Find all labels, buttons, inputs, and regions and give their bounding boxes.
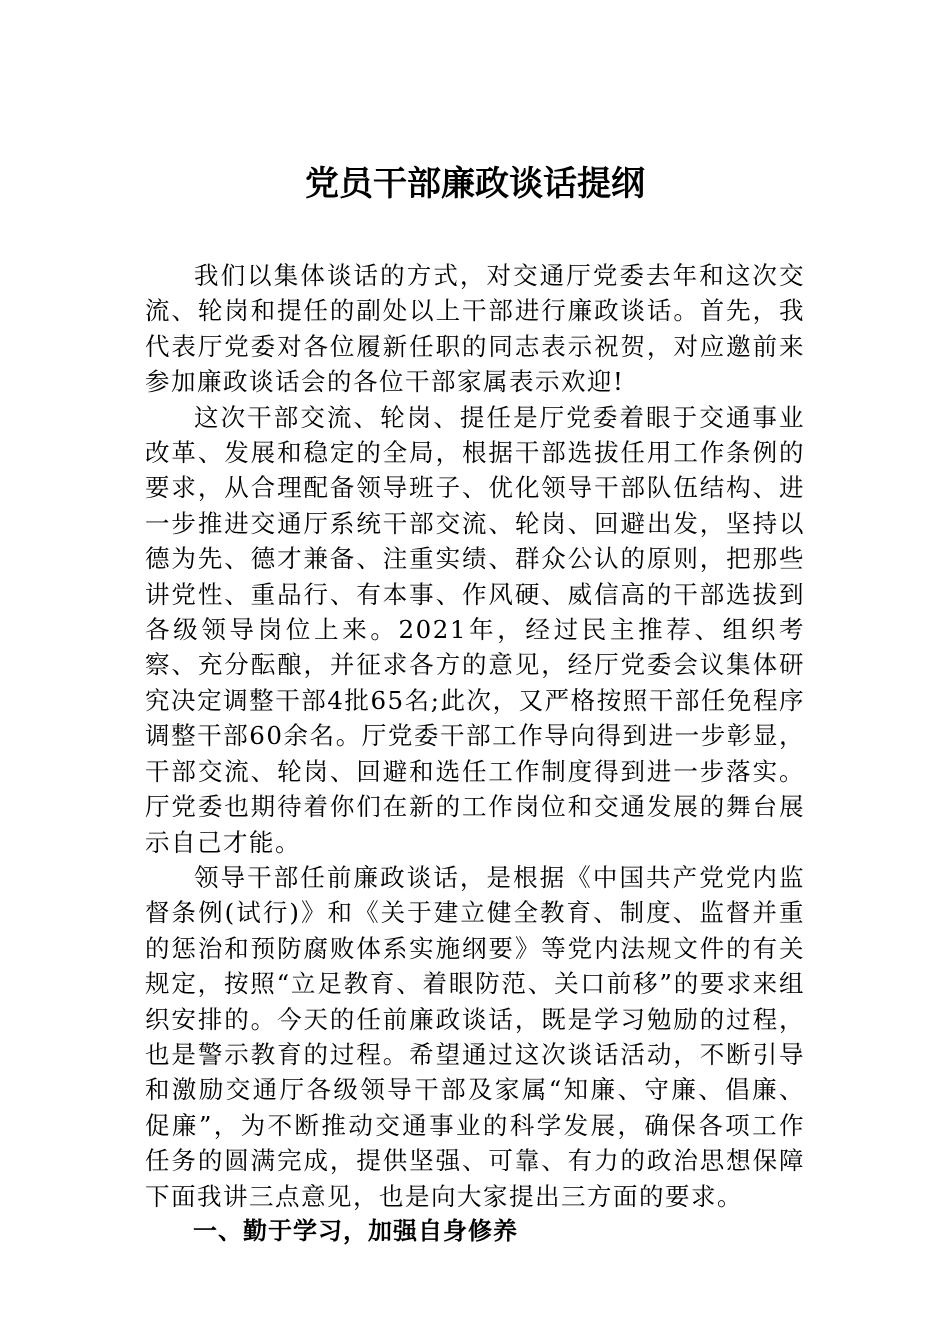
paragraph-cadre-exchange: 这次干部交流、轮岗、提任是厅党委着眼于交通事业改革、发展和稳定的全局，根据干部选拔任用工作条例的要求，从合理配备领导班子、优化领导干部队伍结构、进一步推进交通厅系统干部交流、轮岗、回避出发，坚持以德为先、德才兼备、注重实绩、群众公认的原则，把那些讲党性、重品行、有本事、作风硬、威信高的干部选拔到各级领导岗位上来。2021年，经过民主推荐、组织考察、充分酝酿，并征求各方的意见，经厅党委会议集体研究决定调整干部4批65名;此次，又严格按照干部任免程序调整干部60余名。厅党委干部工作导向得到进一步彰显，干部交流、轮岗、回避和选任工作制度得到进一步落实。厅党委也期待着你们在新的工作岗位和交通发展的舞台展示自己才能。 <box>145 402 805 857</box>
paragraph-integrity-talk: 领导干部任前廉政谈话，是根据《中国共产党党内监督条例(试行)》和《关于建立健全教育、制度、监督并重的惩治和预防腐败体系实施纲要》等党内法规文件的有关规定，按照“立足教育、着眼防范、关口前移”的要求来组织安排的。今天的任前廉政谈话，既是学习勉励的过程，也是警示教育的过程。希望通过这次谈话活动，不断引导和激励交通厅各级领导干部及家属“知廉、守廉、倡廉、促廉”，为不断推动交通事业的科学发展，确保各项工作任务的圆满完成，提供坚强、可靠、有力的政治思想保障下面我讲三点意见，也是向大家提出三方面的要求。 <box>145 862 805 1211</box>
document-title: 党员干部廉政谈话提纲 <box>305 164 645 204</box>
document-body <box>145 258 805 1249</box>
section-heading-1: 一、勤于学习，加强自身修养 <box>193 1216 518 1245</box>
paragraph-intro: 我们以集体谈话的方式，对交通厅党委去年和这次交流、轮岗和提任的副处以上干部进行廉政谈话。首先，我代表厅党委对各位履新任职的同志表示祝贺，对应邀前来参加廉政谈话会的各位干部家属表示欢迎! <box>145 261 805 397</box>
